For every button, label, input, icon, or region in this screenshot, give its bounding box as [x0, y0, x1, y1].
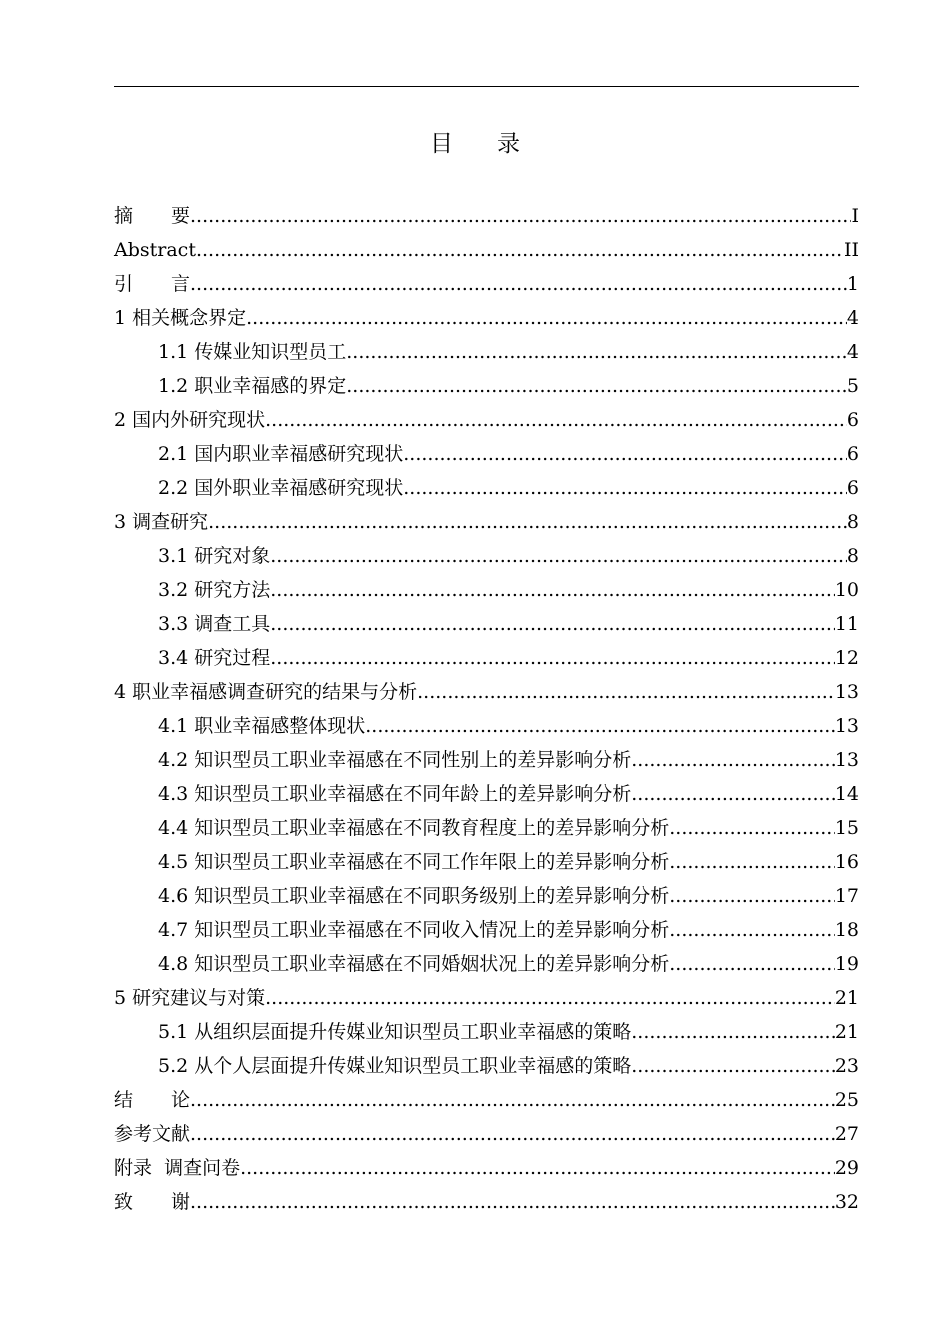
toc-entry-label: 1.1 传媒业知识型员工 [158, 341, 347, 363]
toc-entry-label: 4.1 职业幸福感整体现状 [158, 715, 366, 737]
toc-entry-page: 4 [846, 341, 859, 363]
toc-entry[interactable] [114, 1015, 859, 1049]
toc-entry-page: 25 [834, 1089, 859, 1111]
toc-entry-page: 6 [846, 409, 859, 431]
toc-entry-label: 3.4 研究过程 [158, 647, 271, 669]
toc-entry-page: 1 [846, 273, 859, 295]
toc-entry[interactable] [114, 403, 859, 437]
toc-leader-dots [270, 607, 835, 641]
toc-leader-dots [365, 709, 835, 743]
toc-entry[interactable] [114, 301, 859, 335]
toc-entry[interactable] [114, 1185, 859, 1219]
toc-entry[interactable] [114, 1083, 859, 1117]
toc-entry-label: 引 言 [114, 273, 191, 295]
toc-entry-page: 18 [834, 919, 859, 941]
toc-entry-page: 19 [834, 953, 859, 975]
toc-entry[interactable] [114, 471, 859, 505]
toc-entry-label: 4.5 知识型员工职业幸福感在不同工作年限上的差异影响分析 [158, 851, 670, 873]
toc-leader-dots [417, 675, 835, 709]
toc-entry-page: 16 [834, 851, 859, 873]
toc-entry-page: 10 [834, 579, 859, 601]
toc-entry[interactable] [114, 879, 859, 913]
toc-leader-dots [190, 1117, 835, 1151]
toc-entry-page: 21 [834, 1021, 859, 1043]
toc-entry-label: 1 相关概念界定 [114, 307, 247, 329]
toc-entry-label: 3.3 调查工具 [158, 613, 271, 635]
toc-entry-label: 结 论 [114, 1089, 191, 1111]
toc-entry-page: 8 [846, 511, 859, 533]
toc-entry[interactable] [114, 845, 859, 879]
toc-entry-label: 1.2 职业幸福感的界定 [158, 375, 347, 397]
toc-entry-page: 11 [834, 613, 859, 635]
toc-entry-label: 2.2 国外职业幸福感研究现状 [158, 477, 404, 499]
toc-entry[interactable] [114, 1117, 859, 1151]
toc-entry-label: 4.7 知识型员工职业幸福感在不同收入情况上的差异影响分析 [158, 919, 670, 941]
toc-entry[interactable] [114, 811, 859, 845]
toc-entry-label: 4.4 知识型员工职业幸福感在不同教育程度上的差异影响分析 [158, 817, 670, 839]
toc-entry-page: 13 [834, 715, 859, 737]
toc-entry-page: 21 [834, 987, 859, 1009]
toc-entry[interactable] [114, 369, 859, 403]
toc-entry-page: 23 [834, 1055, 859, 1077]
toc-entry[interactable] [114, 641, 859, 675]
toc-leader-dots [631, 1015, 835, 1049]
toc-leader-dots [270, 641, 835, 675]
toc-leader-dots [208, 505, 847, 539]
toc-leader-dots [631, 743, 835, 777]
toc-entry-label: 4.6 知识型员工职业幸福感在不同职务级别上的差异影响分析 [158, 885, 670, 907]
toc-entry-page: 17 [834, 885, 859, 907]
toc-entry[interactable] [114, 437, 859, 471]
toc-leader-dots [403, 471, 847, 505]
toc-entry-page: 6 [846, 443, 859, 465]
toc-entry-page: 29 [834, 1157, 859, 1179]
toc-entry[interactable] [114, 1049, 859, 1083]
toc-leader-dots [270, 573, 835, 607]
toc-entry-page: 27 [834, 1123, 859, 1145]
toc-leader-dots [669, 845, 835, 879]
toc-entry[interactable] [114, 981, 859, 1015]
toc-entry[interactable] [114, 913, 859, 947]
toc-entry-label: 5.2 从个人层面提升传媒业知识型员工职业幸福感的策略 [158, 1055, 632, 1077]
toc-entry-page: II [843, 239, 859, 261]
toc-entry-label: 附录 调查问卷 [114, 1157, 241, 1179]
toc-leader-dots [270, 539, 847, 573]
toc-entry[interactable] [114, 573, 859, 607]
toc-entry-label: 3.1 研究对象 [158, 545, 271, 567]
toc-entry[interactable] [114, 233, 859, 267]
toc-entry[interactable] [114, 335, 859, 369]
toc-entry-label: 3 调查研究 [114, 511, 209, 533]
toc-entry-page: 32 [834, 1191, 859, 1213]
toc-leader-dots [190, 1083, 835, 1117]
toc-entry-page: 12 [834, 647, 859, 669]
toc-entry-page: 4 [846, 307, 859, 329]
toc-entry-label: 摘 要 [114, 205, 191, 227]
toc-leader-dots [246, 301, 847, 335]
toc-entry[interactable] [114, 539, 859, 573]
toc-leader-dots [669, 811, 835, 845]
toc-entry-label: 2.1 国内职业幸福感研究现状 [158, 443, 404, 465]
table-of-contents [114, 199, 859, 1219]
toc-entry-page: 13 [834, 681, 859, 703]
page-title: 目录 [430, 131, 564, 157]
toc-entry-page: I [851, 205, 859, 227]
toc-leader-dots [265, 403, 847, 437]
toc-entry-page: 6 [846, 477, 859, 499]
toc-entry-page: 5 [846, 375, 859, 397]
toc-entry[interactable] [114, 1151, 859, 1185]
toc-entry-page: 8 [846, 545, 859, 567]
toc-leader-dots [631, 777, 835, 811]
toc-entry-label: 3.2 研究方法 [158, 579, 271, 601]
header-rule [114, 86, 859, 87]
toc-entry[interactable] [114, 675, 859, 709]
toc-entry-page: 14 [834, 783, 859, 805]
toc-leader-dots [190, 1185, 835, 1219]
toc-entry-label: 2 国内外研究现状 [114, 409, 266, 431]
toc-entry[interactable] [114, 607, 859, 641]
toc-entry-label: 5.1 从组织层面提升传媒业知识型员工职业幸福感的策略 [158, 1021, 632, 1043]
toc-entry[interactable] [114, 777, 859, 811]
toc-leader-dots [346, 335, 847, 369]
toc-entry-label: 参考文献 [114, 1123, 191, 1145]
toc-leader-dots [190, 199, 851, 233]
toc-entry[interactable] [114, 947, 859, 981]
toc-leader-dots [669, 879, 835, 913]
toc-entry-label: 4.8 知识型员工职业幸福感在不同婚姻状况上的差异影响分析 [158, 953, 670, 975]
toc-entry-label: 4 职业幸福感调查研究的结果与分析 [114, 681, 418, 703]
toc-entry-label: 致 谢 [114, 1191, 191, 1213]
toc-entry[interactable] [114, 743, 859, 777]
toc-entry[interactable] [114, 199, 859, 233]
toc-leader-dots [669, 913, 835, 947]
toc-leader-dots [240, 1151, 835, 1185]
toc-entry[interactable] [114, 709, 859, 743]
toc-entry-page: 13 [834, 749, 859, 771]
toc-leader-dots [265, 981, 835, 1015]
toc-leader-dots [403, 437, 847, 471]
toc-entry-label: 5 研究建议与对策 [114, 987, 266, 1009]
toc-entry-page: 15 [834, 817, 859, 839]
toc-leader-dots [190, 267, 847, 301]
toc-entry-label: 4.2 知识型员工职业幸福感在不同性别上的差异影响分析 [158, 749, 632, 771]
toc-entry-label: Abstract [114, 239, 196, 261]
toc-entry[interactable] [114, 505, 859, 539]
toc-leader-dots [631, 1049, 835, 1083]
toc-leader-dots [196, 233, 844, 267]
toc-entry-label: 4.3 知识型员工职业幸福感在不同年龄上的差异影响分析 [158, 783, 632, 805]
toc-leader-dots [669, 947, 835, 981]
toc-leader-dots [346, 369, 847, 403]
toc-entry[interactable] [114, 267, 859, 301]
